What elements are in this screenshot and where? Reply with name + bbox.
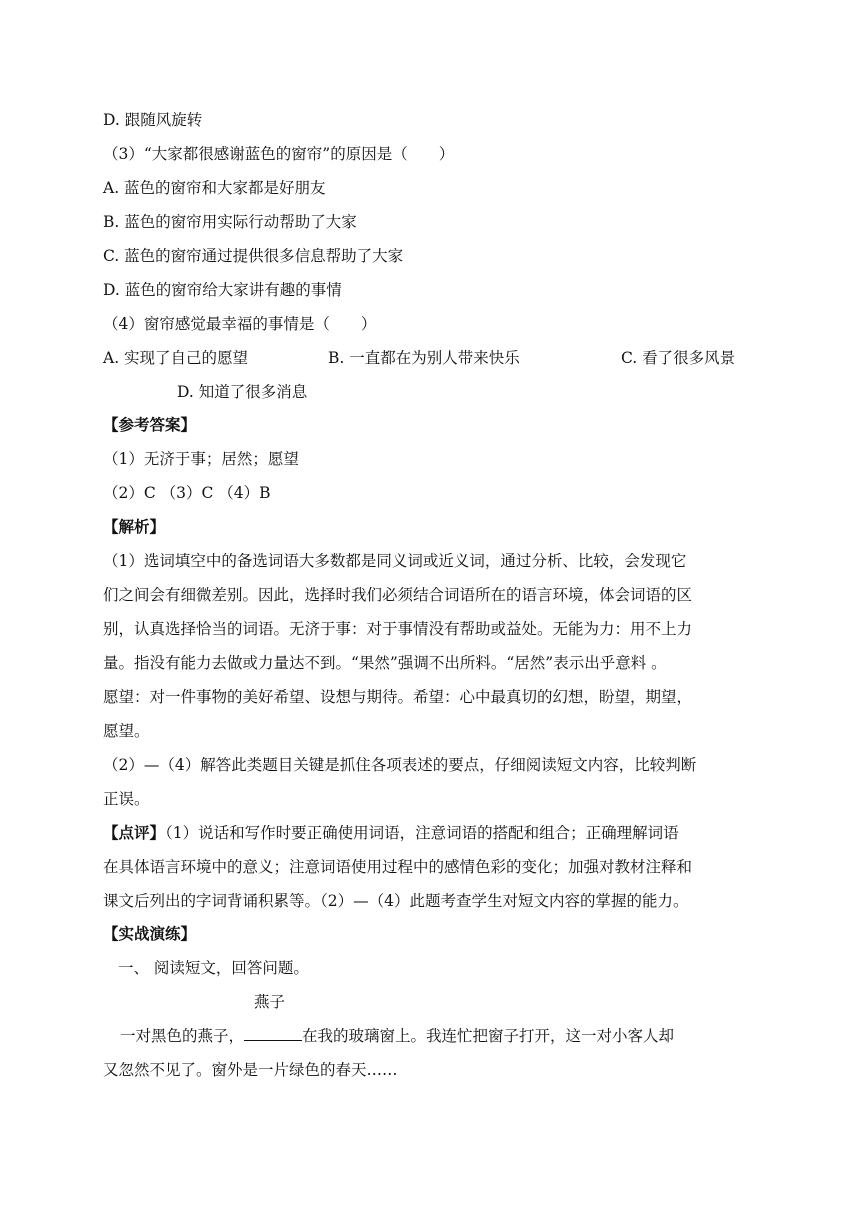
option-d-q2: D. 跟随风旋转: [103, 111, 203, 129]
comment-heading: 【点评】: [103, 824, 166, 842]
passage-text-before-blank: 一对黑色的燕子，: [120, 1027, 245, 1045]
answer-line-1: （1）无济于事；居然；愿望: [103, 450, 299, 468]
q4-option-c: C. 看了很多风景: [621, 349, 736, 367]
q3-option-a: A. 蓝色的窗帘和大家都是好朋友: [103, 179, 326, 197]
comment-line-3: 课文后列出的字词背诵积累等。（2）—（4）此题考查学生对短文内容的掌握的能力。: [103, 892, 689, 910]
passage-line-1: [120, 1026, 780, 1046]
question-4-stem: （4）窗帘感觉最幸福的事情是（ ）: [103, 315, 377, 333]
q3-option-b: B. 蓝色的窗帘用实际行动帮助了大家: [103, 213, 357, 231]
analysis-line: （1）选词填空中的备选词语大多数都是同义词或近义词，通过分析、比较，会发现它: [103, 552, 687, 570]
analysis-line: 正误。: [103, 790, 150, 808]
passage-line-2: 又忽然不见了。窗外是一片绿色的春天……: [103, 1061, 398, 1079]
analysis-line: 愿望：对一件事物的美好希望、设想与期待。希望：心中最真切的幻想，盼望，期望，: [103, 688, 693, 706]
passage-text-after-blank: 在我的玻璃窗上。我连忙把窗子打开，这一对小客人却: [302, 1027, 675, 1045]
q3-option-d: D. 蓝色的窗帘给大家讲有趣的事情: [103, 281, 342, 299]
comment-line-1: [103, 823, 763, 843]
answer-heading: 【参考答案】: [103, 416, 197, 434]
passage-title: 燕子: [254, 993, 286, 1011]
comment-line-2: 在具体语言环境中的意义；注意词语使用过程中的感情色彩的变化；加强对教材注释和: [103, 858, 693, 876]
analysis-line: （2）—（4）解答此类题目关键是抓住各项表述的要点，仔细阅读短文内容，比较判断: [103, 756, 697, 774]
fill-blank[interactable]: [244, 1026, 302, 1041]
practice-heading: 【实战演练】: [103, 925, 197, 943]
question-3-stem: （3）“大家都很感谢蓝色的窗帘”的原因是（ ）: [103, 145, 455, 163]
answer-line-2: （2）C （3）C （4）B: [103, 484, 271, 502]
analysis-line: 愿望。: [103, 722, 150, 740]
q4-option-d: D. 知道了很多消息: [177, 383, 308, 401]
q4-option-b: B. 一直都在为别人带来快乐: [328, 349, 520, 367]
analysis-line: 别，认真选择恰当的词语。无济于事：对于事情没有帮助或益处。无能为力：用不上力: [103, 620, 693, 638]
analysis-line: 量。指没有能力去做或力量达不到。“果然”强调不出所料。“居然”表示出乎意料 。: [103, 654, 667, 672]
analysis-line: 们之间会有细微差别。因此，选择时我们必须结合词语所在的语言环境，体会词语的区: [103, 586, 693, 604]
comment-text-1: （1）说话和写作时要正确使用词语，注意词语的搭配和组合；正确理解词语: [165, 824, 679, 842]
q3-option-c: C. 蓝色的窗帘通过提供很多信息帮助了大家: [103, 247, 404, 265]
practice-task: 一、 阅读短文，回答问题。: [118, 959, 309, 977]
q4-options-row: [103, 348, 763, 368]
q4-option-a: A. 实现了自己的愿望: [103, 349, 249, 367]
analysis-heading: 【解析】: [103, 518, 166, 536]
